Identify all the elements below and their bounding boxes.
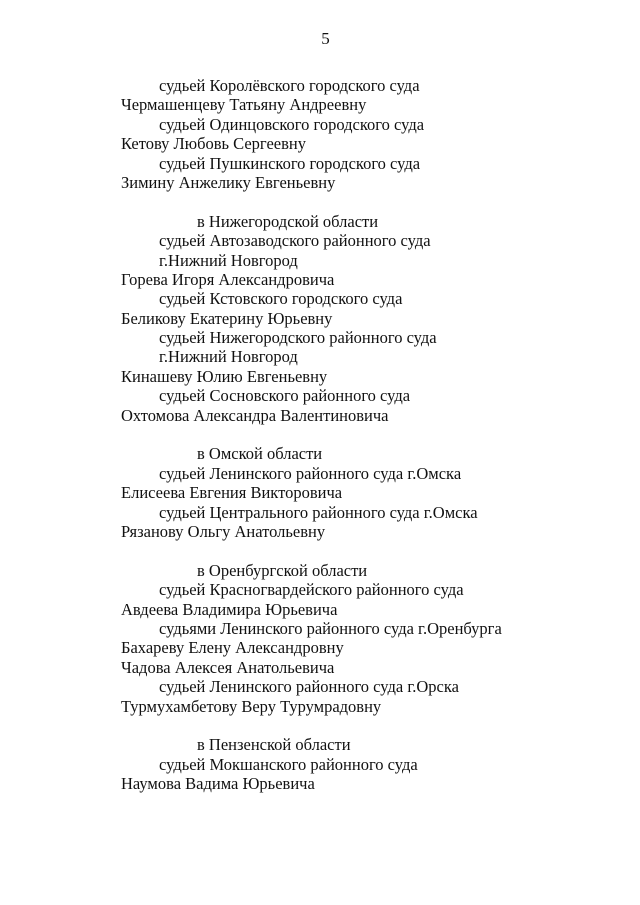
person-name-line: Бахареву Елену Александровну — [121, 638, 344, 658]
page-number: 5 — [321, 29, 330, 48]
paragraph-gap — [121, 541, 621, 560]
person-name-line: Рязанову Ольгу Анатольевну — [121, 521, 326, 541]
court-position-line: судьей Одинцовского городского суда — [159, 114, 425, 134]
court-position-line: судьей Сосновского районного суда — [159, 386, 411, 406]
person-name-line: Чермашенцеву Татьяну Андреевну — [121, 95, 367, 115]
person-name-line: Елисеева Евгения Викторовича — [121, 483, 343, 503]
court-position-line: судьей Красногвардейского районного суда — [159, 580, 464, 600]
document-body — [121, 76, 621, 793]
region-heading-line: в Оренбургской области — [197, 560, 368, 580]
person-name-line: Кинашеву Юлию Евгеньевну — [121, 366, 328, 386]
court-position-line: судьей Кстовского городского суда — [159, 289, 403, 309]
region-heading-line: в Омской области — [197, 444, 323, 464]
paragraph-gap — [121, 425, 621, 444]
region-heading-line: в Пензенской области — [197, 735, 351, 755]
region-heading-line: в Нижегородской области — [197, 211, 379, 231]
court-position-line: судьей Ленинского районного суда г.Омска — [159, 463, 462, 483]
person-name-line: Наумова Вадима Юрьевича — [121, 774, 315, 794]
person-name-line: Кетову Любовь Сергеевну — [121, 134, 306, 154]
court-position-line: судьей Королёвского городского суда — [159, 76, 420, 95]
court-position-line: судьей Центрального районного суда г.Омска — [159, 502, 478, 522]
court-position-line: г.Нижний Новгород — [159, 347, 298, 367]
person-name-line: Охтомова Александра Валентиновича — [121, 405, 389, 425]
court-position-line: судьей Мокшанского районного суда — [159, 754, 418, 774]
court-position-line: судьями Ленинского районного суда г.Оренбурга — [159, 618, 502, 638]
person-name-line: Турмухамбетову Веру Турумрадовну — [121, 696, 382, 716]
court-position-line: судьей Пушкинского городского суда — [159, 153, 421, 173]
person-name-line: Горева Игоря Александровича — [121, 269, 335, 289]
person-name-line: Чадова Алексея Анатольевича — [121, 657, 335, 677]
court-position-line: г.Нижний Новгород — [159, 250, 298, 270]
court-position-line: судьей Автозаводского районного суда — [159, 231, 431, 251]
paragraph-gap — [121, 716, 621, 735]
court-position-line: судьей Ленинского районного суда г.Орска — [159, 677, 459, 697]
paragraph-gap — [121, 192, 621, 211]
person-name-line: Беликову Екатерину Юрьевну — [121, 308, 333, 328]
person-name-line: Зимину Анжелику Евгеньевну — [121, 172, 336, 192]
court-position-line: судьей Нижегородского районного суда — [159, 328, 437, 348]
person-name-line: Авдеева Владимира Юрьевича — [121, 599, 338, 619]
